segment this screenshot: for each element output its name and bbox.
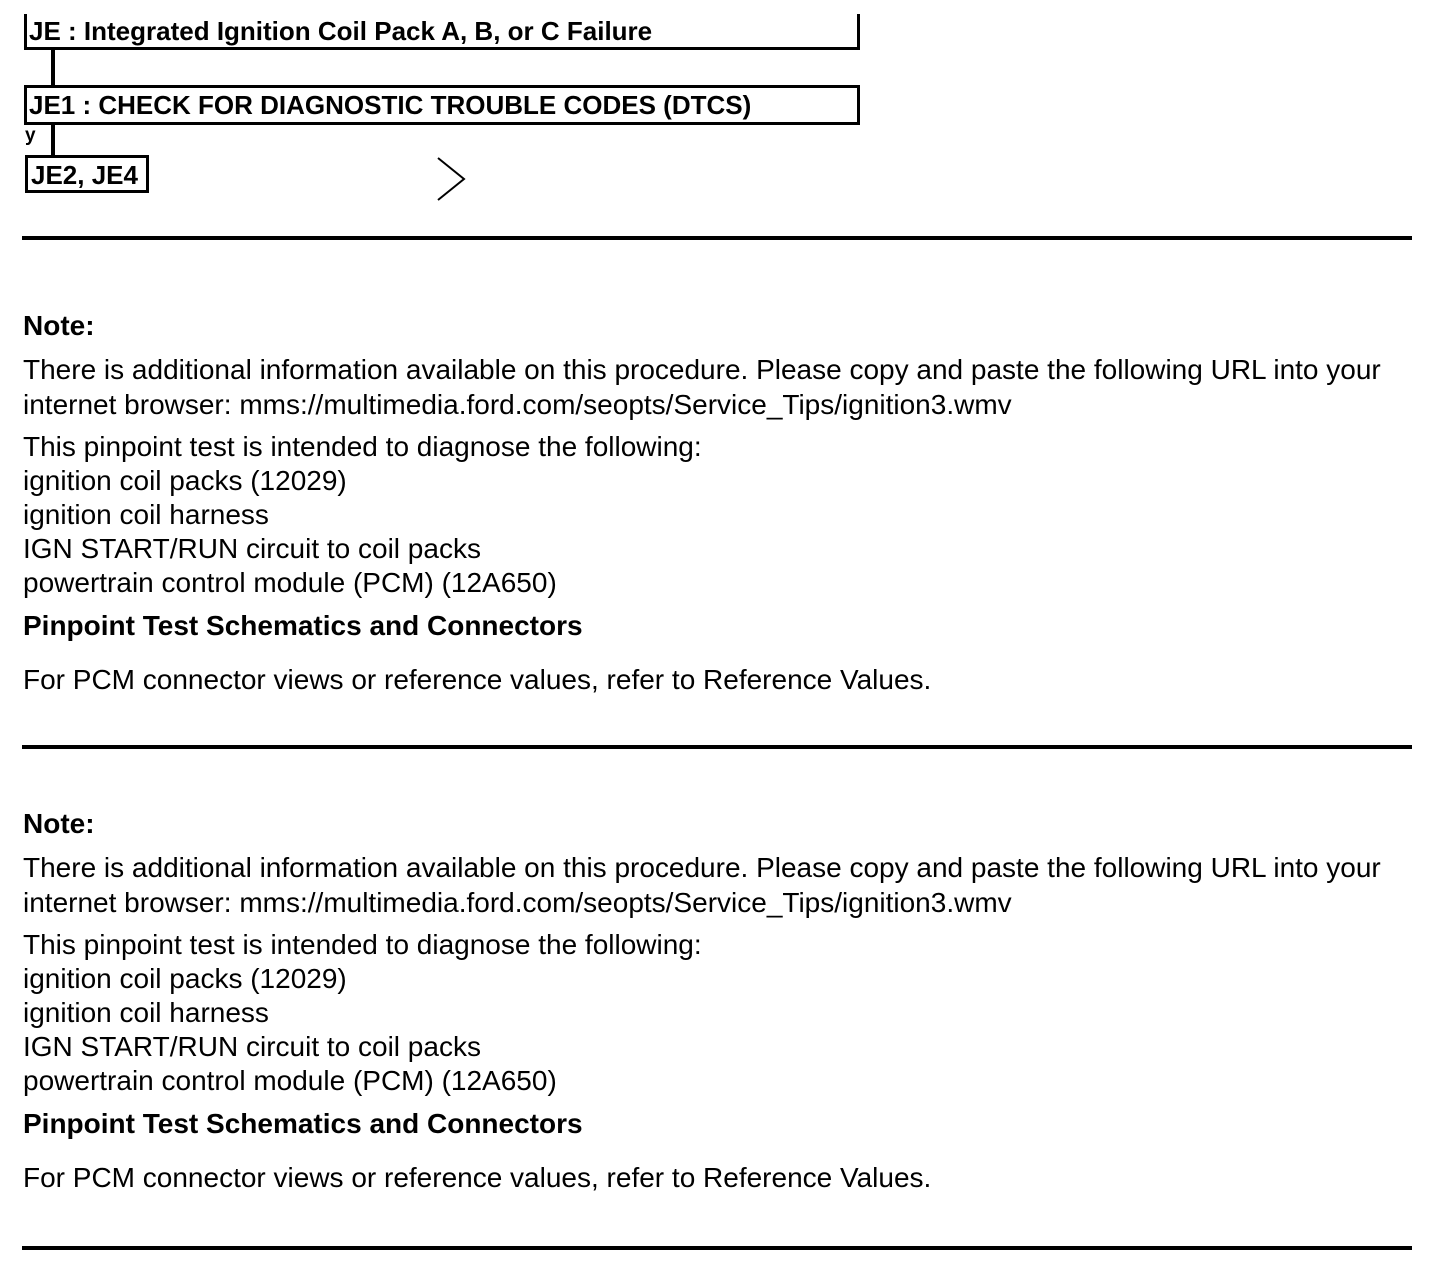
- note-text: [23, 352, 1423, 422]
- flowchart-connector-line: [51, 50, 55, 86]
- chevron-right-icon: [430, 152, 474, 206]
- list-item: powertrain control module (PCM) (12A650): [23, 1065, 557, 1096]
- flowchart-title-box: JE : Integrated Ignition Coil Pack A, B, or C Failure: [24, 14, 860, 50]
- flowchart-branch-label: y: [25, 125, 36, 146]
- diagnose-list: [23, 962, 1423, 1098]
- service-tip-url[interactable]: mms://multimedia.ford.com/seopts/Service_Tips/ignition3.wmv: [239, 389, 1012, 420]
- diagnose-intro: This pinpoint test is intended to diagnose the following:: [23, 431, 702, 462]
- diagnose-list: [23, 464, 1423, 600]
- reference-values-text: For PCM connector views or reference values, refer to Reference Values.: [23, 664, 932, 695]
- flowchart-connector-line: [51, 124, 55, 156]
- list-item: ignition coil packs (12029): [23, 465, 347, 496]
- service-tip-url[interactable]: mms://multimedia.ford.com/seopts/Service_Tips/ignition3.wmv: [239, 887, 1012, 918]
- note-section: [23, 804, 1423, 1196]
- note-section: [23, 306, 1423, 698]
- note-heading: Note:: [23, 808, 95, 839]
- reference-values-text: For PCM connector views or reference values, refer to Reference Values.: [23, 1162, 932, 1193]
- list-item: IGN START/RUN circuit to coil packs: [23, 1031, 481, 1062]
- flowchart-step-box[interactable]: JE1 : CHECK FOR DIAGNOSTIC TROUBLE CODES (DTCS): [24, 85, 860, 125]
- section-divider: [22, 1246, 1412, 1250]
- schematics-heading: Pinpoint Test Schematics and Connectors: [23, 1108, 583, 1139]
- list-item: powertrain control module (PCM) (12A650): [23, 567, 557, 598]
- list-item: ignition coil packs (12029): [23, 963, 347, 994]
- section-divider: [22, 236, 1412, 240]
- note-text: [23, 850, 1423, 920]
- list-item: IGN START/RUN circuit to coil packs: [23, 533, 481, 564]
- list-item: ignition coil harness: [23, 997, 269, 1028]
- note-text-body: There is additional information available on this procedure. Please copy and paste the following URL into your internet browser:: [23, 852, 1381, 918]
- next-arrow-button[interactable]: [430, 152, 474, 206]
- flowchart-next-steps-box[interactable]: JE2, JE4: [25, 155, 149, 193]
- diagnose-intro: This pinpoint test is intended to diagnose the following:: [23, 929, 702, 960]
- schematics-heading: Pinpoint Test Schematics and Connectors: [23, 610, 583, 641]
- list-item: ignition coil harness: [23, 499, 269, 530]
- note-text-body: There is additional information available on this procedure. Please copy and paste the following URL into your internet browser:: [23, 354, 1381, 420]
- section-divider: [22, 745, 1412, 749]
- note-heading: Note:: [23, 310, 95, 341]
